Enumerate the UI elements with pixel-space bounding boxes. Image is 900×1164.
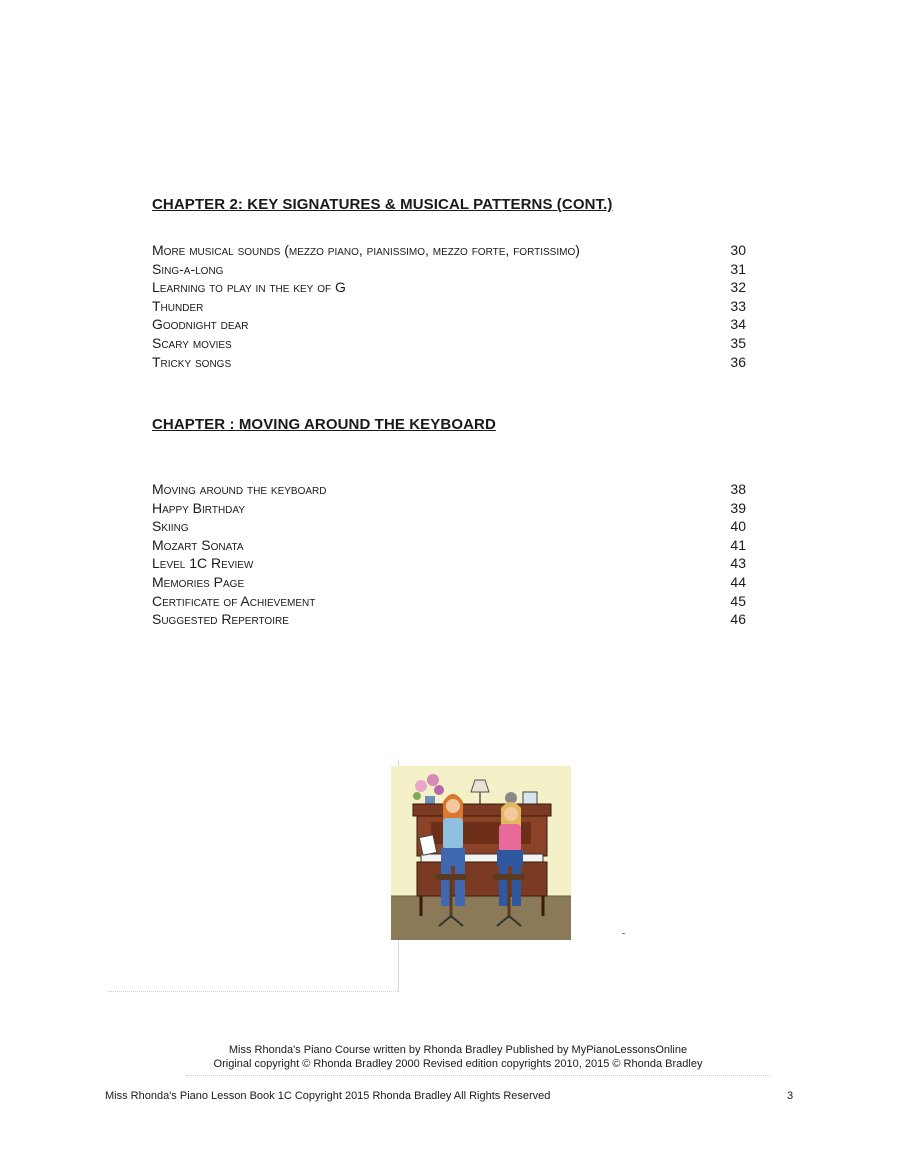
chapter-2-toc-list — [152, 241, 746, 371]
toc-entry-title: Memories Page — [152, 573, 245, 590]
page-number: 3 — [787, 1090, 794, 1102]
toc-entry-title: Happy Birthday — [152, 499, 245, 516]
chapter-2-heading: CHAPTER 2: KEY SIGNATURES & MUSICAL PATTERNS (CONT.) — [152, 196, 613, 213]
toc-entry-page: 33 — [730, 297, 746, 314]
toc-entry-title: Tricky songs — [152, 353, 232, 370]
toc-entry-page: 45 — [730, 592, 746, 609]
chapter-3-heading: CHAPTER : MOVING AROUND THE KEYBOARD — [152, 416, 496, 433]
toc-entry-title: Thunder — [152, 297, 204, 314]
toc-entry-title: Suggested Repertoire — [152, 611, 289, 628]
toc-entry — [152, 241, 746, 260]
toc-entry-page: 39 — [730, 499, 746, 516]
toc-entry-title: Goodnight dear — [152, 316, 249, 333]
toc-entry — [152, 592, 746, 611]
toc-entry-title: Level 1C Review — [152, 555, 254, 572]
toc-entry-page: 31 — [730, 260, 746, 277]
piano-lesson-illustration — [391, 766, 571, 940]
toc-entry-page: 46 — [730, 611, 746, 628]
toc-entry-title: More musical sounds (mezzo piano, pianissimo, mezzo forte, fortissimo) — [152, 242, 580, 258]
chapter-3-toc-list — [152, 480, 746, 629]
toc-entry — [152, 260, 746, 279]
toc-entry — [152, 353, 746, 372]
toc-entry-page: 35 — [730, 334, 746, 351]
toc-entry-title: Mozart Sonata — [152, 536, 244, 553]
toc-entry-title: Learning to play in the key of G — [152, 279, 346, 296]
copyright-line: Original copyright © Rhonda Bradley 2000 Revised edition copyrights 2010, 2015 © Rhonda Bradley — [213, 1058, 703, 1070]
book-copyright-footer: Miss Rhonda's Piano Lesson Book 1C Copyright 2015 Rhonda Bradley All Rights Reserved — [105, 1090, 551, 1102]
toc-entry-title: Scary movies — [152, 334, 232, 351]
toc-entry-page: 30 — [730, 242, 746, 258]
toc-entry — [152, 610, 746, 629]
stray-mark — [622, 933, 625, 934]
toc-entry-page: 36 — [730, 353, 746, 370]
toc-entry — [152, 480, 746, 499]
toc-entry — [152, 278, 746, 297]
footer-divider — [186, 1075, 770, 1076]
toc-entry — [152, 297, 746, 316]
toc-entry — [152, 499, 746, 518]
toc-entry-page: 41 — [730, 536, 746, 553]
course-credit-line: Miss Rhonda's Piano Course written by Rhonda Bradley Published by MyPianoLessonsOnline — [228, 1044, 688, 1056]
toc-entry-page: 44 — [730, 573, 746, 590]
toc-entry — [152, 334, 746, 353]
toc-entry — [152, 573, 746, 592]
toc-entry-page: 38 — [730, 481, 746, 497]
toc-entry — [152, 536, 746, 555]
toc-entry-page: 32 — [730, 279, 746, 296]
toc-entry-title: Skiing — [152, 518, 189, 535]
toc-entry — [152, 315, 746, 334]
toc-entry-title: Certificate of Achievement — [152, 592, 316, 609]
frame-divider-horizontal — [108, 991, 398, 992]
toc-entry — [152, 517, 746, 536]
toc-entry-page: 40 — [730, 518, 746, 535]
toc-entry — [152, 554, 746, 573]
toc-entry-title: Moving around the keyboard — [152, 481, 327, 497]
toc-entry-title: Sing-a-long — [152, 260, 224, 277]
toc-entry-page: 34 — [730, 316, 746, 333]
toc-entry-page: 43 — [730, 555, 746, 572]
